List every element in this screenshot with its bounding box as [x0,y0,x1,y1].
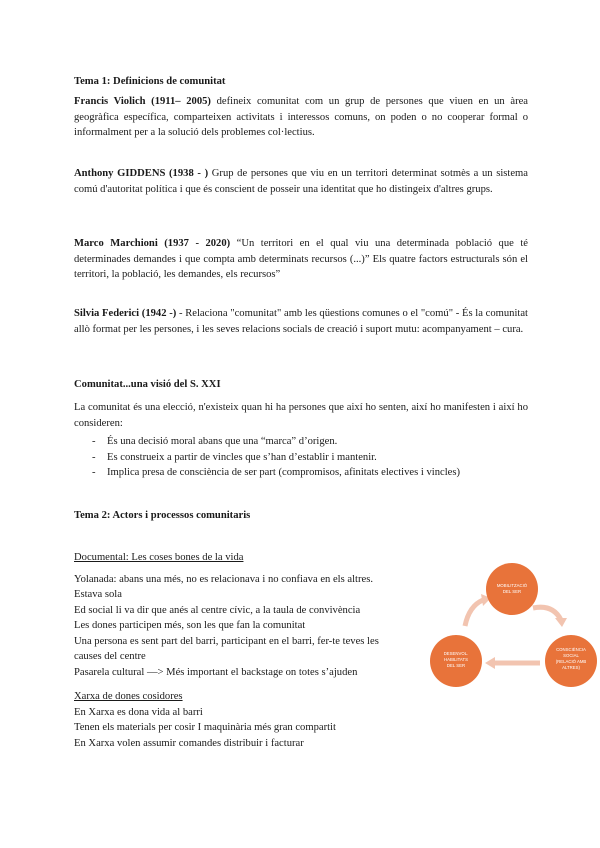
documental-line: causes del centre [74,651,146,662]
definition-violich [74,94,528,141]
definition-marchioni [74,236,528,283]
cycle-node-desenvolupament [430,635,482,687]
node-label: MOBILITZACIÓ [496,583,528,588]
author-name: Anthony GIDDENS (1938 - ) [74,168,209,179]
node-label: ALTRES) [562,665,580,670]
node-label: DESENVOL. [443,651,469,656]
xarxa-line: Tenen els materials per cosir I maquinària més gran compartit [74,722,336,733]
comunitat-xxi-intro: La comunitat és una elecció, n'existeix quan hi ha persones que així ho senten, així ho manifesten i així ho consideren: [74,402,528,429]
cycle-arrowhead [485,657,495,669]
cycle-arrow [465,600,483,626]
documental-line: Ed social li va dir que anés al centre cívic, a la taula de convivència [74,604,361,616]
node-label: HABILITATS [444,657,468,662]
definition-text: “Un territori en el qual viu una determinada població que té determinades demandes i que compta amb determinats recursos (...)” Els quatre factors estructurals són el territori, la població, les demandes, els recursos” [74,238,528,280]
bullet-item: - Es construeix a partir de vincles que s’han d’establir i mantenir. [74,450,528,466]
documental-line: Les dones participen més, son les que fan la comunitat [74,620,306,631]
node-label: SOCIAL [563,653,579,658]
comunitat-xxi-bullets [74,434,528,481]
bullet-item: - És una decisió moral abans que una “marca” d’origen. [74,434,528,450]
cycle-arrowhead [555,618,567,627]
documental-line: Yolanada: abans una més, no es relacionava i no confiava en els altres. [74,573,373,585]
xarxa-title: Xarxa de dones cosidores [74,691,183,702]
author-name: Silvia Federici (1942 -) [74,308,177,319]
cycle-node-mobilitzacio [486,563,538,615]
documental-line: Pasarela cultural —> Més important el backstage on totes s’ajuden [74,666,358,678]
tema1-heading: Tema 1: Definicions de comunitat [74,76,226,87]
documental-section [74,550,414,680]
tema2-heading: Tema 2: Actors i processos comunitaris [74,510,251,521]
node-label: DEL SER [502,589,522,594]
bullet-item: - Implica presa de consciència de ser part (compromisos, afinitats electives i vincles) [74,465,528,481]
node-label: CONSCIÈNCIA [556,647,586,652]
documental-line: Una persona es sent part del barri, participant en el barri, fer-te teves les [74,635,379,647]
node-label: (RELACIÓ AMB [555,659,587,664]
definition-text: Grup de persones que viu en un territori determinat sotmès a un sistema comú d'autoritat política i que és conscient de posseir una identitat que ho distingeix d'altres grups. [74,168,528,195]
author-name: Francis Violich (1911– 2005) [74,96,211,107]
xarxa-line: En Xarxa volen assumir comandes distribuir i facturar [74,737,304,749]
documental-line: Estava sola [74,589,122,600]
author-name: Marco Marchioni (1937 - 2020) [74,238,231,249]
xarxa-section [74,689,414,751]
node-label: DEL SER [446,663,466,668]
definition-text: defineix comunitat com un grup de persones que viuen en un àrea geogràfica específica, comparteixen activitats i interessos comuns, on poden o no cooperar formal o informalment per a la solució dels problemes col·lectius. [74,96,528,138]
xarxa-line: En Xarxa es dona vida al barri [74,706,203,718]
definition-giddens [74,166,528,197]
cycle-node-consciencia [545,635,597,687]
comunitat-xxi-heading: Comunitat...una visió del S. XXI [74,379,221,390]
definition-federici [74,306,528,337]
documental-title: Documental: Les coses bones de la vida [74,552,244,563]
cycle-diagram [425,560,600,695]
definition-text: - Relaciona "comunitat" amb les qüestions comunes o el "comú" - És la comunitat allò format per les persones, i les seves relacions socials de creació i suport mutu: acompanyament – cura. [74,308,528,335]
